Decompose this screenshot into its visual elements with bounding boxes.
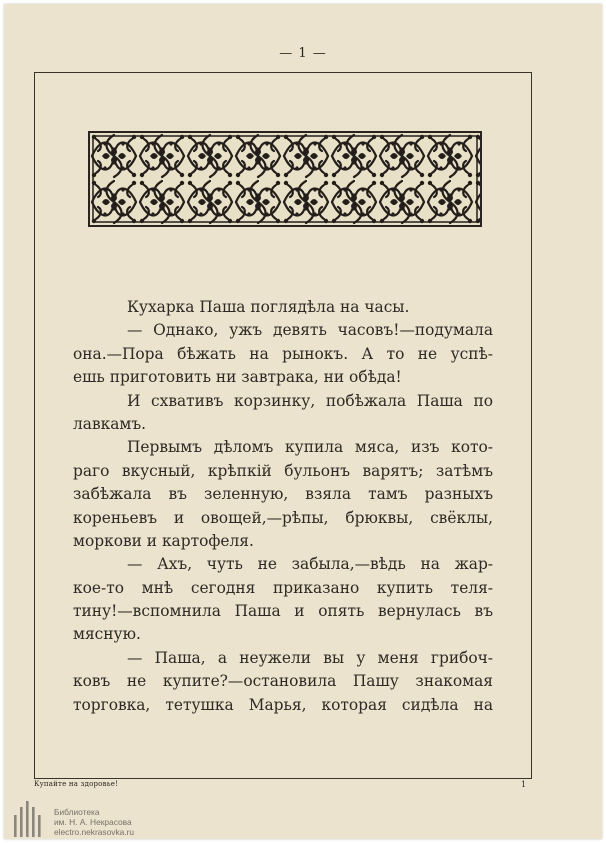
text-line: забѣжала въ зеленную, взяла тамъ разныхъ <box>73 485 493 504</box>
page-number: — 1 — <box>279 46 327 61</box>
text-line: ковъ не купите?—остановила Пашу знакомая <box>73 672 493 691</box>
text-line: она.—Пора бѣжать на рынокъ. А то не успѣ- <box>73 344 493 363</box>
text-line: раго вкусный, крѣпкій бульонъ варятъ; затѣмъ <box>73 461 493 480</box>
floral-ornament-icon <box>88 131 482 227</box>
text-line: Первымъ дѣломъ купила мяса, изъ кото- <box>127 438 493 457</box>
text-line: моркови и картофеля. <box>73 531 254 550</box>
text-line: ешь приготовить ни завтрака, ни обѣда! <box>73 368 402 387</box>
text-line: — Однако, ужъ девять часовъ!—подумала <box>127 321 493 340</box>
library-bars-logo-icon <box>14 797 48 837</box>
text-line: кое-то мнѣ сегодня приказано купить теля- <box>73 578 493 597</box>
footer-book-title: Купайте на здоровье! <box>34 780 119 788</box>
text-line: кореньевъ и овощей,—рѣпы, брюквы, свёклы, <box>73 508 493 527</box>
library-line-3: electro.nekrasovka.ru <box>54 827 135 837</box>
footer-signature: 1 <box>521 780 527 789</box>
page-frame <box>34 72 532 779</box>
text-line: — Ахъ, чуть не забыла,—вѣдь на жар- <box>127 555 493 574</box>
text-line: И схвативъ корзинку, побѣжала Паша по <box>127 391 493 410</box>
library-watermark <box>14 797 194 837</box>
text-line: тину!—вспомнила Паша и опять вернулась въ <box>73 602 493 621</box>
text-line: торговка, тетушка Марья, которая сидѣла на <box>73 695 493 714</box>
text-line: — Паша, а неужели вы у меня грибоч- <box>127 648 493 667</box>
book-page <box>4 4 602 839</box>
library-line-1: Библиотека <box>54 807 100 817</box>
library-caption <box>54 807 134 837</box>
text-line: мясную. <box>73 625 141 644</box>
text-line: Кухарка Паша поглядѣла на часы. <box>127 298 410 316</box>
library-line-2: им. Н. А. Некрасова <box>54 817 132 827</box>
text-line: лавкамъ. <box>73 414 147 433</box>
story-text <box>73 296 493 717</box>
